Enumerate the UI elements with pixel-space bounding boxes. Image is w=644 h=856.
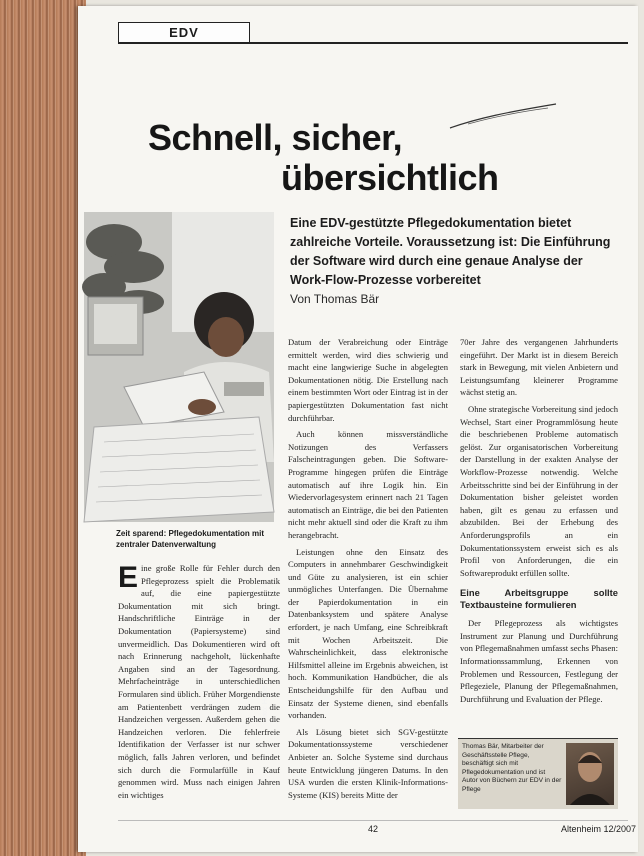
magazine-issue: Altenheim 12/2007	[560, 824, 636, 834]
nurse-computer-illustration	[84, 212, 274, 522]
article-title	[148, 118, 588, 198]
paragraph: Als Lösung bietet sich SGV-gestützte Dokumentationssysteme verschiedener Anbieter an. Solche Systeme sind durchaus heute Entwicklung jüngeren Datums. In den USA wurden die ersten Klinik-Informations-Systeme (KIS) bereits Mitte der	[288, 726, 448, 800]
article-lead: Eine EDV-gestützte Pflegedokumentation bietet zahlreiche Vorteile. Voraussetzung ist: Die Einführung der Software wird durch eine genaue Analyse der Work-Flow-Prozesse vorbereitet	[290, 216, 611, 287]
author-box	[458, 738, 618, 809]
article-byline: Von Thomas Bär	[290, 292, 380, 306]
photo-credit: Foto: Halbe	[262, 685, 269, 722]
title-line-1: Schnell, sicher,	[148, 117, 403, 158]
author-photo	[566, 743, 614, 805]
drop-cap: E	[118, 561, 139, 594]
footer-rule	[118, 820, 628, 821]
paragraph: 70er Jahre des vergangenen Jahrhunderts eingeführt. Der Markt ist in diesem Bereich stark in Bewegung, mit vielen Anbietern und Leistungsumfang kleinerer Programme wächst stetig an.	[460, 337, 618, 398]
magazine-page	[78, 6, 638, 852]
paragraph	[118, 562, 280, 801]
title-line-2: übersichtlich	[281, 157, 499, 198]
paragraph: Auch können missverständliche Notizungen des Verfassers Falscheintragungen geben. Die Software-Programme hingegen prüfen die Einträge automatisch auf ihre Logik hin. Ein Wiedervorlagesystem erinnert nach 21 Tagen automatisch an Einträge, die bei den Patienten nicht mehr aktuell sind oder die Kraft zu ihm herangebracht.	[288, 429, 448, 540]
paragraph: Datum der Verabreichung oder Einträge ermittelt werden, wird dies schwierig und macht eine langwierige Suche in abgelegten Dokumentationen nötig. Die Erstellung nach einem bestimmten Wort oder Eintrag ist in der papiergestützten Dokumentation fast nicht durchführbar.	[288, 337, 448, 423]
author-bio: Thomas Bär, Mitarbeiter der Geschäftsstelle Pflege, beschäftigt sich mit Pflegedokumentation und ist Autor von Büchern zur EDV in der Pflege	[462, 743, 562, 793]
subheading: Eine Arbeitsgruppe sollte Textbausteine formulieren	[460, 587, 618, 611]
text-column-2	[288, 336, 448, 805]
page-number: 42	[367, 824, 378, 834]
text-column-1	[118, 562, 280, 805]
text-column-3	[460, 336, 618, 709]
paragraph: Der Pflegeprozess als wichtigstes Instrument zur Planung und Durchführung von Pflegemaßnahmen umfasst sechs Phasen: Informationssammlung, Erkennen von Problemen und Ressourcen, Festlegung der Pflegeziele, Planung der Pflegemaßnahmen, Durchführung und Evaluation der Pflege.	[460, 618, 618, 704]
paragraph: Leistungen ohne den Einsatz des Computers in annehmbarer Geschwindigkeit und Güte zu analysieren, ist ein schier unmögliches Unterfangen. Die Übernahme der Papierdokumentation in ein Datenbanksystem und spätere Analyse erfordert, je nach Umfang, eine Schreibkraft mit Wochen Arbeitszeit. Die Wahrscheinlichkeit, dass elektronische Hilfsmittel alleine im Ergebnis abweichen, ist hoch. Kommunikation Handbücher, die als Entscheidungshilfe für den Aufbau und Einsatz der Systeme dienen, sind ebenfalls vorhanden.	[288, 546, 448, 721]
paragraph-text: ine große Rolle für Fehler durch den Pflegeprozess spielt die Problematik auf, die eine papiergestützte Dokumentation mit sich bringt. Handschriftliche Einträge in der Dokumentation (Papiersysteme) sind unvermeidlich. Das Dokumentieren wird oft nach Erinnerung nachgeholt, lückenhafte Angaben sind an der Tagesordnung. Mehrfacheinträge in unterschiedlichen Formularen sind üblich. Früher Morgendienste am Patientenbett verdrängen zudem die Handzeichen vergessen. Außerdem gehen die Handzeichen verloren. Die fehlerfreie Identifikation der Verfasser ist nur schwer möglich, falls Jahren verloren, und befindet sich durch die Formularfülle in Kauf genommen wird. Muss nach einigen Jahren ein wichtiges	[118, 563, 280, 800]
paragraph: Ohne strategische Vorbereitung sind jedoch Wechsel, Start einer Programmlösung heute die beschriebenen Probleme automatisch gelöst. Zur organisatorischen Vorbereitung der Darstellung in der exakten Analyse der Workflow-Prozesse notwendig. Welche Arbeitsschritte sind bei der Einführung in der Dokumentation bisher geleistet worden haben, gilt es genau zu erfassen und abzubilden. Bei der Erhebung des Anforderungsprofils an ein Dokumentationssystem erweist sich es als Profil von Anforderungen, die ein Softwareprodukt erfüllen sollte.	[460, 403, 618, 578]
scanned-page-edges	[0, 0, 86, 856]
photo-caption: Zeit sparend: Pflegedokumentation mit zentraler Datenverwaltung	[116, 529, 265, 549]
section-rule	[118, 42, 628, 44]
section-label: EDV	[118, 22, 250, 43]
author-portrait-icon	[566, 743, 614, 805]
